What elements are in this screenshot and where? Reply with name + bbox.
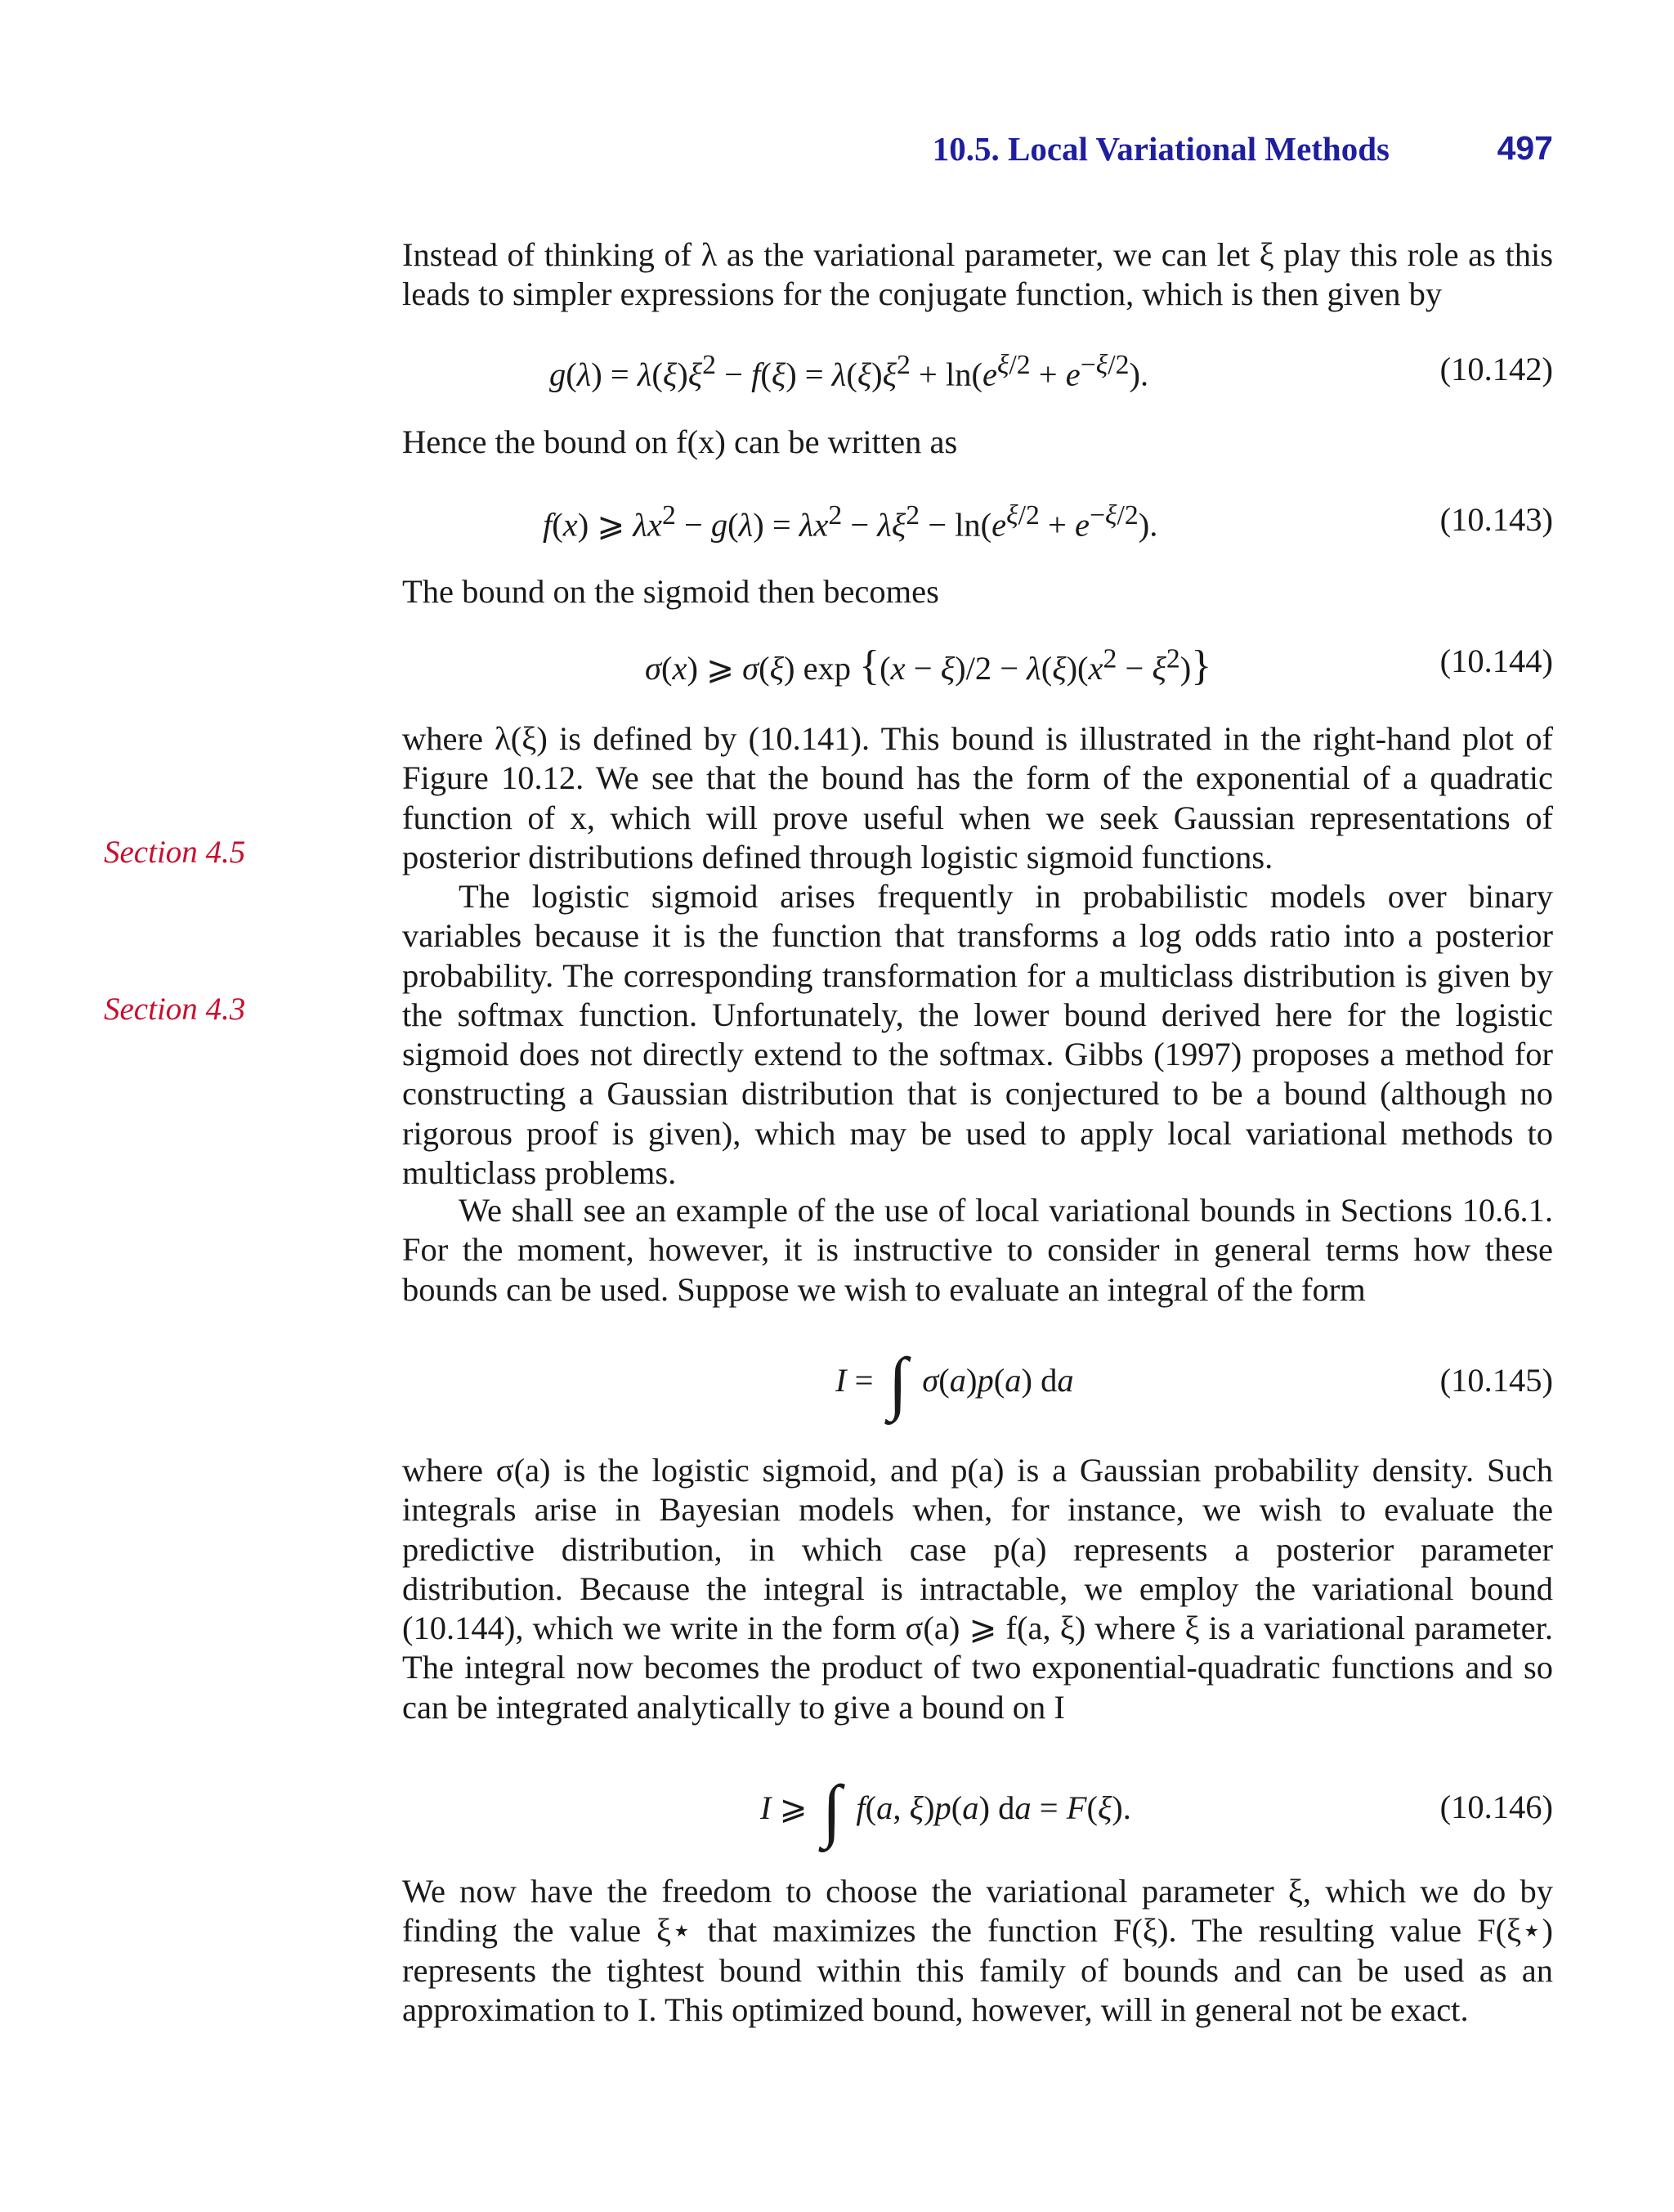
paragraph-7: where σ(a) is the logistic sigmoid, and p(a) is a Gaussian probability density. Such integrals arise in Bayesian models when, for instance, we wish to evaluate the predictive distribution, in which case p(a) represents a posterior parameter distribution. Because the integral is intractable, we employ the variational bound (10.144), which we write in the form σ(a) ⩾ f(a, ξ) where ξ is a variational parameter. The integral now becomes the product of two exponential-quadratic functions and so can be integrated analytically to give a bound on I — [402, 1452, 1553, 1726]
equation-number[interactable]: (10.144) — [1439, 643, 1553, 679]
equation-10-146-expr: I ⩾ ∫ f(a, ξ)p(a) da = F(ξ). — [760, 1771, 1131, 1849]
equation-number[interactable]: (10.143) — [1439, 501, 1553, 538]
page-number: 497 — [1497, 129, 1553, 167]
integral-sign: ∫ — [888, 1343, 908, 1422]
paragraph-1: Instead of thinking of λ as the variational parameter, we can let ξ play this role as this leads to simpler expressions for the conjugate function, which is then given by — [402, 236, 1553, 313]
equation-10-143-expr: f(x) ⩾ $\lambda x^2 - g(\lambda) = \lambda x^2 - \lambda\xi^2 - \ln(e^{\xi/2} + e^{-\xi/2})$. — [543, 500, 1158, 544]
paragraph-8: We now have the freedom to choose the variational parameter ξ, which we do by finding the value ξ⋆ that maximizes the function F(ξ). The resulting value F(ξ⋆) represents the tightest bound within this family of bounds and can be used as an approximation to I. This optimized bound, however, will in general not be exact. — [402, 1873, 1553, 2028]
equation-10-144-expr: σ(x) ⩾ σ(ξ) $\exp \{(x - \xi)/2 - \lambda(\xi)(x^2 - \xi^2)\}$ — [645, 643, 1212, 689]
equation-number[interactable]: (10.145) — [1439, 1362, 1553, 1399]
paragraph-2: Hence the bound on f(x) can be written as — [402, 423, 958, 460]
equation-10-143 — [402, 500, 1553, 549]
equation-number[interactable]: (10.142) — [1439, 351, 1553, 387]
equation-10-144 — [402, 642, 1553, 691]
equation-10-145 — [402, 1343, 1553, 1422]
equation-10-142 — [402, 350, 1553, 399]
equation-10-146 — [402, 1771, 1553, 1849]
equation-10-145-expr: I = ∫ σ(a)p(a) da — [835, 1343, 1074, 1422]
margin-note-section-4-5[interactable]: Section 4.5 — [104, 835, 246, 870]
paragraph-4: where λ(ξ) is defined by (10.141). This bound is illustrated in the right-hand plot of Figure 10.12. We see that the bound has the form of the exponential of a quadratic function of x, which will prove useful when we seek Gaussian representations of posterior distributions defined through logistic sigmoid functions. — [402, 720, 1553, 875]
integral-sign: ∫ — [821, 1771, 842, 1849]
section-title: 10.5. Local Variational Methods — [932, 130, 1390, 168]
paragraph-5: The logistic sigmoid arises frequently in probabilistic models over binary variables because it is the function that transforms a log odds ratio into a posterior probability. The corresponding transformation for a multiclass distribution is given by the softmax function. Unfortunately, the lower bound derived here for the logistic sigmoid does not directly extend to the softmax. Gibbs (1997) proposes a method for constructing a Gaussian distribution that is conjectured to be a bound (although no rigorous proof is given), which may be used to apply local variational methods to multiclass problems. — [402, 878, 1553, 1192]
paragraph-3: The bound on the sigmoid then becomes — [402, 573, 939, 610]
equation-number[interactable]: (10.146) — [1439, 1789, 1553, 1825]
paragraph-6: We shall see an example of the use of local variational bounds in Sections 10.6.1. For the moment, however, it is instructive to consider in general terms how these bounds can be used. Suppose we wish to evaluate an integral of the form — [402, 1192, 1553, 1308]
margin-note-section-4-3[interactable]: Section 4.3 — [104, 992, 246, 1027]
equation-10-142-expr: $g(\lambda) = \lambda(\xi)\xi^2 - f(\xi) = \lambda(\xi)\xi^2 + \ln(e^{\xi/2} + e^{-\xi/2})$. — [549, 350, 1149, 393]
